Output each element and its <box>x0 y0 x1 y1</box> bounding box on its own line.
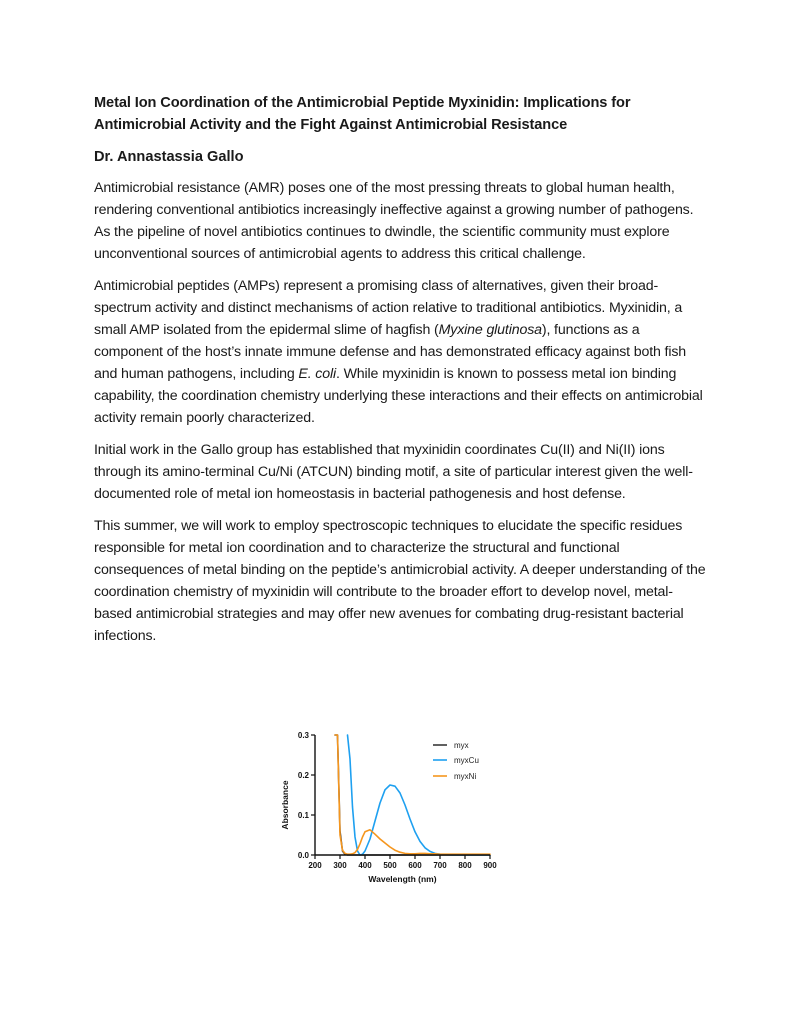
document-title: Metal Ion Coordination of the Antimicrobial Peptide Myxinidin: Implications for Antimicrobial Activity and the Fight Against Antimicrobial Resistance <box>94 95 631 133</box>
y-tick-label: 0.2 <box>297 771 309 780</box>
paragraph-summer-plan <box>94 515 709 647</box>
paragraph-amps <box>94 275 709 429</box>
y-axis-label: Absorbance <box>280 780 290 830</box>
paragraph-text: This summer, we will work to employ spectroscopic techniques to elucidate the specific residues responsible for metal ion coordination and to characterize the structural and functional consequences of metal binding on the peptide’s antimicrobial activity. A deeper understanding of the coordination chemistry of myxinidin will contribute to the broader effort to develop novel, metal-based antimicrobial strategies and may offer new avenues for combating drug-resistant bacterial infections. <box>94 518 706 644</box>
paragraph-text: Antimicrobial resistance (AMR) poses one of the most pressing threats to global human health, rendering conventional antibiotics increasingly ineffective against a growing number of pathogens. As the pipeline of novel antibiotics continues to dwindle, the scientific community must explore unconventional sources of antimicrobial agents to address this critical challenge. <box>94 180 694 262</box>
paragraph-text: ), functions as a component of the host’s innate immune defense and has demonstrated efficacy against both fish and human pathogens, including <box>94 322 687 382</box>
paragraph-text: Initial work in the Gallo group has established that myxinidin coordinates Cu(II) and Ni(II) ions through its amino-terminal Cu/Ni (ATCUN) binding motif, a site of particular interest given the well-documented role of metal ion homeostasis in bacterial pathogenesis and host defense. <box>94 442 693 502</box>
chart-series <box>335 735 490 855</box>
legend-label-myx: myx <box>454 741 469 750</box>
y-tick-label: 0.0 <box>297 851 309 860</box>
legend-label-myxNi: myxNi <box>454 772 477 781</box>
y-tick-label: 0.3 <box>297 731 309 740</box>
x-tick-label: 900 <box>483 861 497 870</box>
paragraph-gallo-group <box>94 439 709 505</box>
series-line-myxNi <box>335 735 490 854</box>
series-line-myxCu <box>348 735 491 855</box>
x-tick-label: 700 <box>433 861 447 870</box>
author-name: Dr. Annastassia Gallo <box>94 149 244 165</box>
chart-legend <box>433 741 479 781</box>
y-tick-label: 0.1 <box>297 811 309 820</box>
document-page <box>94 92 709 647</box>
species-name: Myxine glutinosa <box>438 322 542 338</box>
x-tick-label: 300 <box>333 861 347 870</box>
paragraph-amr-intro <box>94 177 709 265</box>
x-tick-label: 600 <box>408 861 422 870</box>
absorbance-chart <box>275 725 505 895</box>
series-line-myx <box>335 735 490 855</box>
x-tick-label: 400 <box>358 861 372 870</box>
species-name: E. coli <box>298 366 336 382</box>
x-tick-label: 800 <box>458 861 472 870</box>
chart-svg <box>275 725 505 895</box>
x-tick-label: 200 <box>308 861 322 870</box>
paragraph-text: Antimicrobial peptides (AMPs) represent a promising class of alternatives, given their broad-spectrum activity and distinct mechanisms of action relative to traditional antibiotics. Myxinidin, a small AMP isolated from the epidermal slime of hagfish ( <box>94 278 683 338</box>
paragraph-text: . While myxinidin is known to possess metal ion binding capability, the coordination chemistry underlying these interactions and their effects on antimicrobial activity remain poorly characterized. <box>94 366 703 426</box>
legend-label-myxCu: myxCu <box>454 756 479 765</box>
x-tick-label: 500 <box>383 861 397 870</box>
x-axis-label: Wavelength (nm) <box>368 874 437 884</box>
chart-axes <box>280 731 497 884</box>
